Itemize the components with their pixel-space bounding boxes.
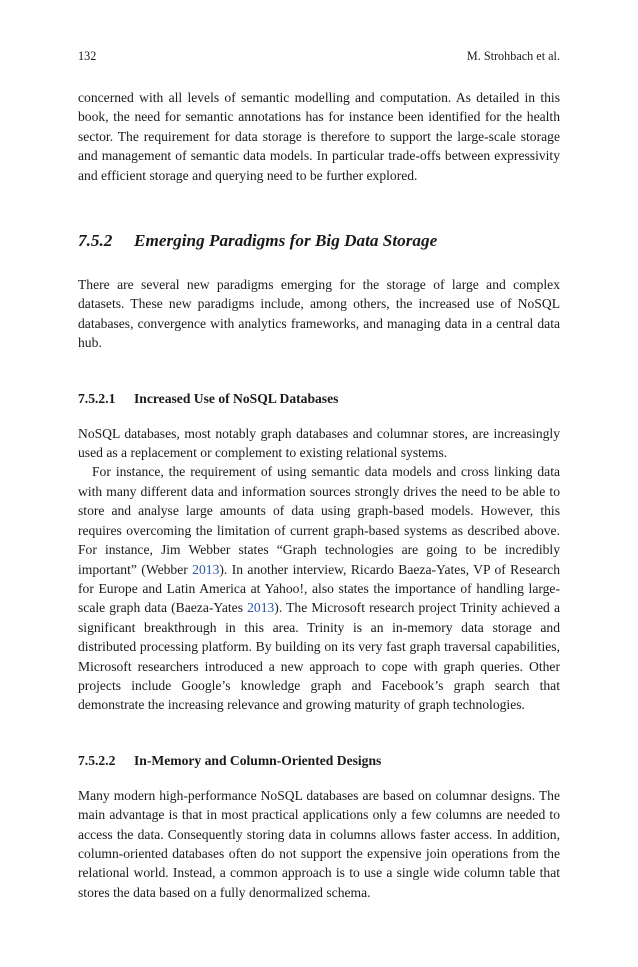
citation-link-baeza-yates[interactable]: 2013	[247, 600, 275, 616]
subsection-title: In-Memory and Column-Oriented Designs	[134, 752, 382, 768]
section-number: 7.5.2	[78, 231, 113, 251]
nosql-paragraph-2	[78, 462, 560, 714]
section-title: Emerging Paradigms for Big Data Storage	[134, 231, 438, 251]
section-heading-7-5-2	[78, 230, 560, 252]
section-7-5-2-paragraph: There are several new paradigms emerging for the storage of large and complex datasets. These new paradigms include, among others, the increased use of NoSQL databases, convergence with analytics frameworks, and managing data in a central data hub.	[78, 277, 560, 351]
running-header-authors: M. Strohbach et al.	[466, 49, 560, 63]
intro-paragraph: concerned with all levels of semantic modelling and computation. As detailed in this book, the need for semantic annotations has for instance been identified for the health sector. The requirement for data storage is therefore to support the large-scale storage and management of semantic data models. In particular trade-offs between expressivity and efficient storage and querying need to be further explored.	[78, 90, 560, 183]
column-oriented-paragraph: Many modern high-performance NoSQL databases are based on columnar designs. The main advantage is that in most practical applications only a few columns are needed to access the data. Consequently storing data in columns allows faster access. In addition, column-oriented databases often do not support the expensive join operations from the relational world. Instead, a common approach is to use a single wide column table that stores the data based on a fully denormalized schema.	[78, 787, 560, 900]
page-number: 132	[78, 49, 97, 63]
subsection-number: 7.5.2.1	[78, 390, 116, 406]
nosql-paragraph-2-text-b: ). In another interview, Ricardo Baeza-Yates, VP of Research for Europe and Latin America at Yahoo!, also states the importance of handling large-scale graph data (Baeza-Yates	[78, 561, 560, 616]
nosql-paragraph-1: NoSQL databases, most notably graph databases and columnar stores, are increasingly used as a replacement or complement to existing relational systems.	[78, 425, 560, 461]
subsection-heading-7-5-2-1	[78, 389, 560, 408]
nosql-paragraph-2-text-a: For instance, the requirement of using semantic data models and cross linking data with many different data and information sources strongly drives the need to be able to store and analyse large amounts of data using graph-based models. However, this requires overcoming the limitation of current graph-based systems as described above. For instance, Jim Webber states “Graph technologies are going to be incredibly important” (Webber	[78, 464, 560, 577]
running-header	[78, 48, 560, 64]
citation-link-webber[interactable]: 2013	[192, 561, 220, 577]
subsection-number: 7.5.2.2	[78, 752, 116, 768]
book-page	[78, 48, 560, 902]
nosql-paragraph-2-text-c: ). The Microsoft research project Trinity achieved a significant breakthrough in this area. Trinity is an in-memory data storage and distributed processing platform. By building on its very fast graph traversal capabilities, Microsoft researchers introduced a new approach to cope with graph queries. Other projects include Google’s knowledge graph and Facebook’s graph search that demonstrate the increasing relevance and growing maturity of graph technologies.	[78, 600, 560, 713]
subsection-heading-7-5-2-2	[78, 751, 560, 770]
subsection-title: Increased Use of NoSQL Databases	[134, 390, 339, 406]
